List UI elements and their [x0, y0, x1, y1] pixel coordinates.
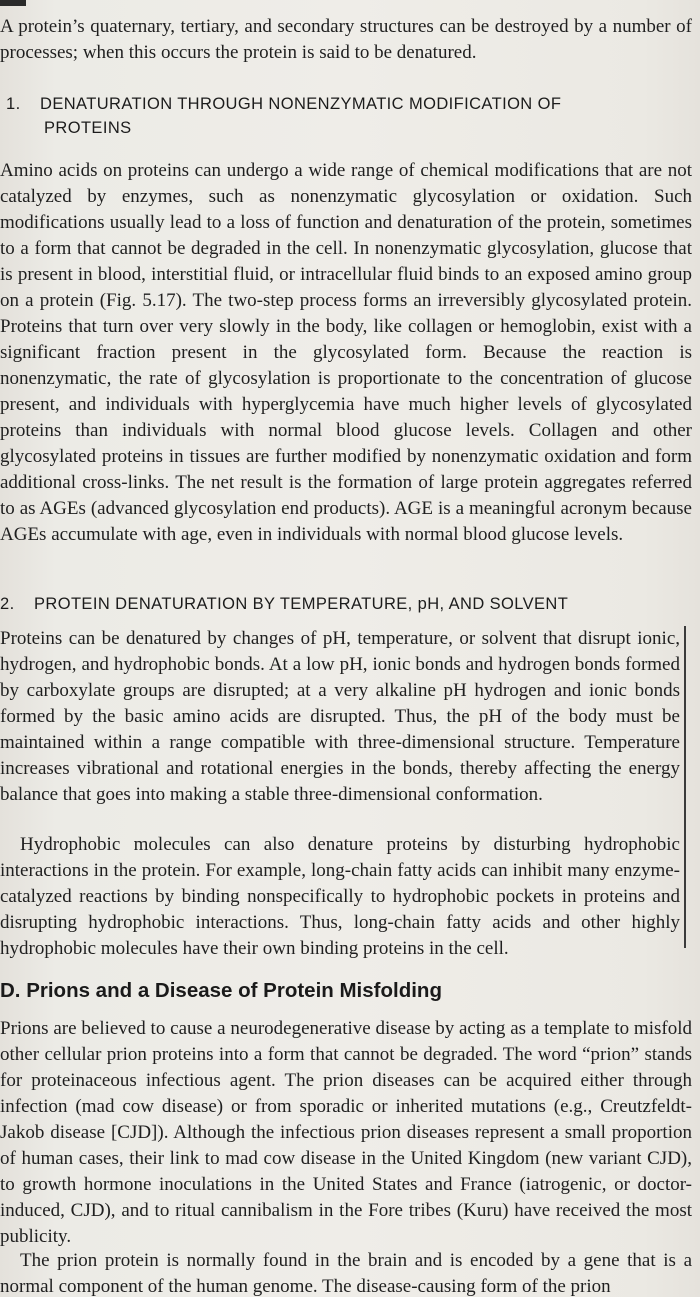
- body-paragraph: Prions are believed to cause a neurodegenerative disease by acting as a template to misfold other cellular prion proteins into a form that cannot be degraded. The word “prion” stands for proteinaceous infectious agent. The prion diseases can be acquired either through infection (mad cow disease) or from sporadic or inherited mutations (e.g., Creutzfeldt-Jakob disease [CJD]). Although the infectious prion diseases represent a small proportion of human cases, their link to mad cow disease in the United Kingdom (new variant CJD), to growth hormone inoculations in the United States and France (iatrogenic, or doctor-induced, CJD), and to ritual cannibalism in the Fore tribes (Kuru) have received the most publicity.: [0, 1018, 692, 1247]
- intro-paragraph: A protein’s quaternary, tertiary, and secondary structures can be destroyed by a number of processes; when this occurs the protein is said to be denatured.: [0, 16, 692, 63]
- cut-off-heading-fragment: [0, 0, 26, 6]
- body-paragraph: The prion protein is normally found in the brain and is encoded by a gene that is a normal component of the human genome. The disease-causing form of the prion: [0, 1250, 692, 1297]
- body-paragraph: Proteins can be denatured by changes of pH, temperature, or solvent that disrupt ionic, hydrogen, and hydrophobic bonds. At a low pH, ionic bonds and hydrogen bonds formed by carboxylate groups are disrupted; at a very alkaline pH hydrogen and ionic bonds formed by the basic amino acids are disrupted. Thus, the pH of the body must be maintained within a range compatible with three-dimensional structure. Temperature increases vibrational and rotational energies in the bonds, thereby affecting the energy balance that goes into making a stable three-dimensional conformation.: [0, 628, 680, 805]
- section-d-heading: D. Prions and a Disease of Protein Misfolding: [0, 979, 442, 1002]
- body-paragraph: Hydrophobic molecules can also denature proteins by disturbing hydrophobic interactions in the protein. For example, long-chain fatty acids can inhibit many enzyme-catalyzed reactions by binding nonspecifically to hydrophobic pockets in proteins and disrupting hydrophobic interactions. Thus, long-chain fatty acids and other highly hydrophobic molecules have their own binding proteins in the cell.: [0, 834, 680, 959]
- section-title-line: PROTEIN DENATURATION BY TEMPERATURE, pH, AND SOLVENT: [34, 595, 569, 613]
- section-title-line: DENATURATION THROUGH NONENZYMATIC MODIFICATION OF: [40, 95, 562, 113]
- section-number: 1.: [6, 95, 21, 113]
- section-number: 2.: [0, 595, 15, 613]
- body-paragraph: Amino acids on proteins can undergo a wide range of chemical modifications that are not catalyzed by enzymes, such as nonenzymatic glycosylation or oxidation. Such modifications usually lead to a loss of function and denaturation of the protein, sometimes to a form that cannot be degraded in the cell. In nonenzymatic glycosylation, glucose that is present in blood, interstitial fluid, or intracellular fluid binds to an exposed amino group on a protein (Fig. 5.17). The two-step process forms an irreversibly glycosylated protein. Proteins that turn over very slowly in the body, like collagen or hemoglobin, exist with a significant fraction present in the glycosylated form. Because the reaction is nonenzymatic, the rate of glycosylation is proportionate to the concentration of glucose present, and individuals with hyperglycemia have much higher levels of glycosylated proteins than individuals with normal blood glucose levels. Collagen and other glycosylated proteins in tissues are further modified by nonenzymatic oxidation and form additional cross-links. The net result is the formation of large protein aggregates referred to as AGEs (advanced glycosylation end products). AGE is a meaningful acronym because AGEs accumulate with age, even in individuals with normal blood glucose levels.: [0, 160, 692, 545]
- section-heading-2: [0, 592, 568, 616]
- section-heading-1: [6, 92, 561, 140]
- section-title-line: PROTEINS: [44, 119, 132, 137]
- margin-rule: [684, 626, 686, 948]
